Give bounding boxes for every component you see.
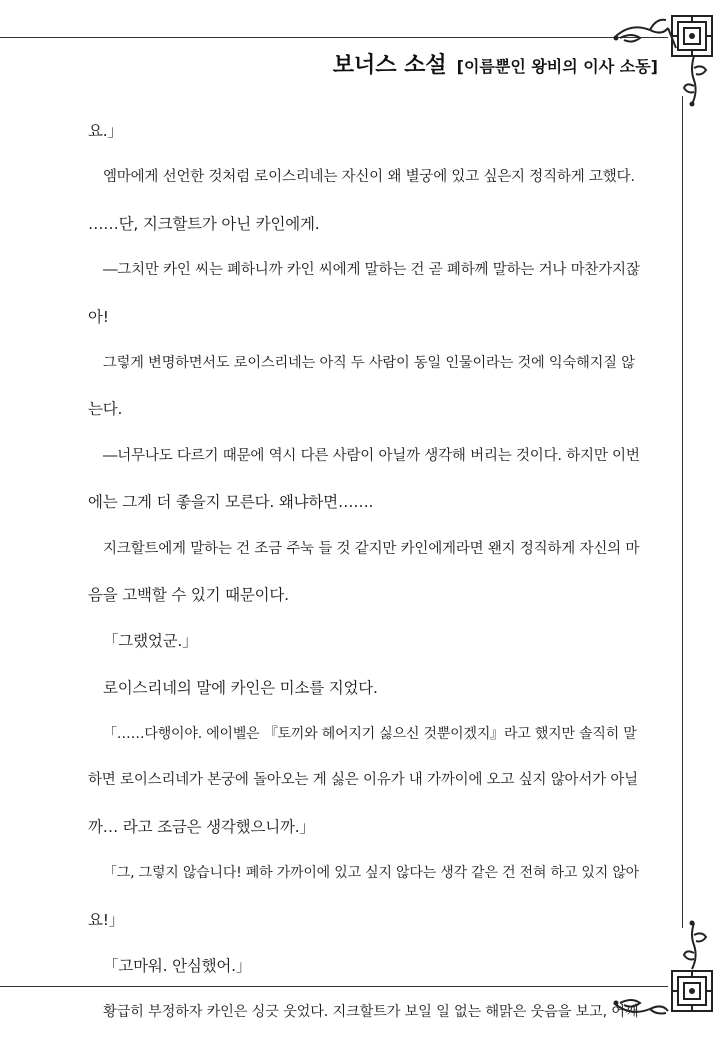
text-line: 「……다행이야. 에이벨은 『토끼와 헤어지기 싫으신 것뿐이겠지』라고 했지만 솔직히 말 [103,726,637,743]
text-line: 아! [88,307,109,326]
right-rule [682,96,683,928]
text-line: 「그랬었군.」 [103,632,198,651]
text-line: 까… 라고 조금은 생각했으니까.」 [88,817,315,836]
text-line: ……단, 지크할트가 아닌 카인에게. [88,214,320,233]
book-title: [이름뿐인 왕비의 이사 소동] [456,57,658,76]
text-line: 하면 로이스리네가 본궁에 돌아오는 게 싫은 이유가 내 가까이에 오고 싶지 않아서가 아닐 [88,772,638,789]
text-line: 그렇게 변명하면서도 로이스리네는 아직 두 사람이 동일 인물이라는 것에 익숙해지질 않 [103,354,635,371]
text-line: 지크할트에게 말하는 건 조금 주눅 들 것 같지만 카인에게라면 왠지 정직하게 자신의 마 [103,540,640,557]
page-header [333,48,658,78]
text-line: 는다. [88,400,123,419]
text-line: 황급히 부정하자 카인은 싱긋 웃었다. 지크할트가 보일 일 없는 해맑은 웃음을 보고, 어째 [103,1004,639,1021]
text-line: 로이스리네의 말에 카인은 미소를 지었다. [103,678,378,697]
text-line: ―너무나도 다르기 때문에 역시 다른 사람이 아닐까 생각해 버리는 것이다. 하지만 이번 [103,447,640,464]
text-line: ―그치만 카인 씨는 폐하니까 카인 씨에게 말하는 건 곧 폐하께 말하는 거나 마찬가지잖 [103,262,640,279]
text-line: 「그, 그렇지 않습니다! 폐하 가까이에 있고 싶지 않다는 생각 같은 건 전혀 하고 있지 않아 [103,865,639,882]
text-line: 요!」 [88,910,125,929]
text-line: 음을 고백할 수 있기 때문이다. [88,585,289,604]
body-text [88,118,640,1046]
text-line: 요.」 [88,122,123,140]
top-rule [0,37,668,38]
text-line: 에는 그게 더 좋을지 모른다. 왜냐하면……. [88,493,374,512]
text-line: 「고마워. 안심했어.」 [103,957,252,976]
series-label: 보너스 소설 [332,53,447,78]
text-line: 엠마에게 선언한 것처럼 로이스리네는 자신이 왜 별궁에 있고 싶은지 정직하게 고했다. [103,169,635,186]
